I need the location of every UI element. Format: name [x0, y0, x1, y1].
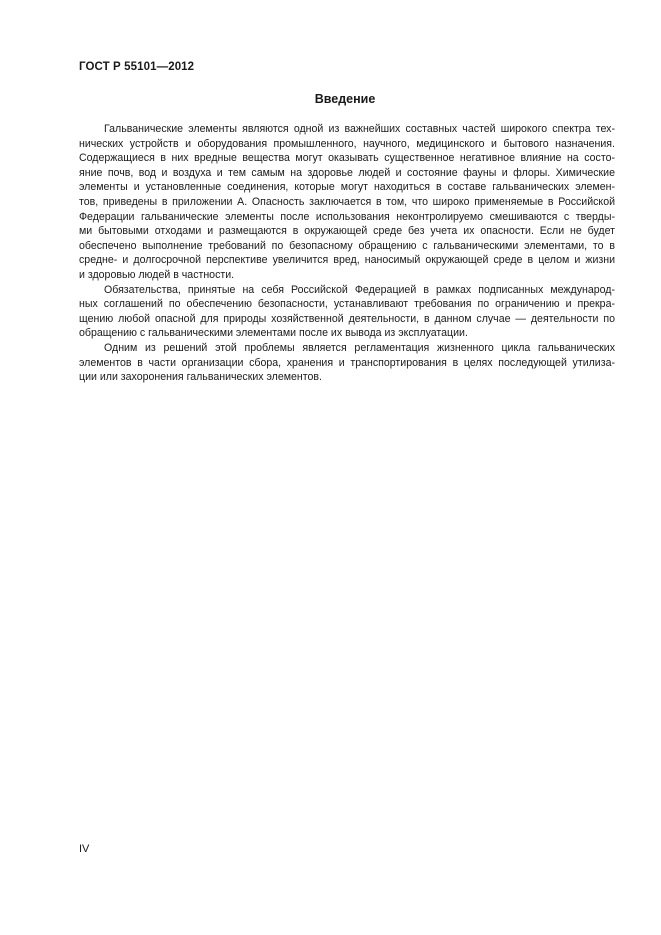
- text-line: нических устройств и оборудования промышленного, научного, медицинского и бытового назначения.: [79, 137, 615, 150]
- text-line: Гальванические элементы являются одной из важнейших составных частей широкого спектра тех-: [104, 123, 615, 135]
- text-line: Федерации гальванические элементы после использования неконтролируемо смешиваются с тверды-: [79, 210, 615, 223]
- text-line: Содержащиеся в них вредные вещества могут оказывать существенное негативное влияние на состо-: [79, 152, 615, 165]
- text-line: ных соглашений по обеспечению безопасности, устанавливают требования по ограничению и прекра-: [79, 298, 615, 311]
- text-line: ми бытовыми отходами и размещаются в окружающей среде без учета их опасности. Если не будет: [79, 225, 615, 238]
- text-line: щению любой опасной для природы хозяйственной деятельности, в данном случае — деятельности по: [79, 312, 615, 325]
- standard-code-header: ГОСТ Р 55101—2012: [79, 61, 195, 73]
- text-line: Обязательства, принятые на себя Российской Федерацией в рамках подписанных международ-: [104, 283, 615, 296]
- text-line: элементы и установленные соединения, которые могут находиться в составе гальванических элемен-: [79, 181, 615, 194]
- text-line: ции или захоронения гальванических элементов.: [79, 371, 322, 384]
- text-line: обеспечено выполнение требований по безопасному обращению с гальваническими элементами, то в: [79, 239, 615, 252]
- page-number: IV: [79, 843, 90, 855]
- paragraph: [79, 341, 615, 385]
- text-line: обращению с гальваническими элементами после их вывода из эксплуатации.: [79, 327, 468, 340]
- text-line: и здоровью людей в частности.: [79, 268, 235, 281]
- paragraph: [79, 122, 615, 283]
- text-line: яние почв, вод и воздуха и тем самым на здоровье людей и состояние фауны и флоры. Химические: [79, 166, 615, 179]
- text-line: средне- и долгосрочной перспективе увеличится вред, наносимый окружающей среде в целом и жизни: [79, 254, 615, 267]
- section-title: Введение: [314, 92, 376, 106]
- text-line: тов, приведены в приложении А. Опасность заключается в том, что широко применяемые в Российской: [79, 195, 615, 208]
- body-text: [79, 122, 615, 385]
- text-line: элементов в части организации сбора, хранения и транспортирования в целях последующей утилиза-: [79, 356, 615, 369]
- paragraph: [79, 283, 615, 341]
- text-line: Одним из решений этой проблемы является регламентация жизненного цикла гальванических: [104, 341, 615, 354]
